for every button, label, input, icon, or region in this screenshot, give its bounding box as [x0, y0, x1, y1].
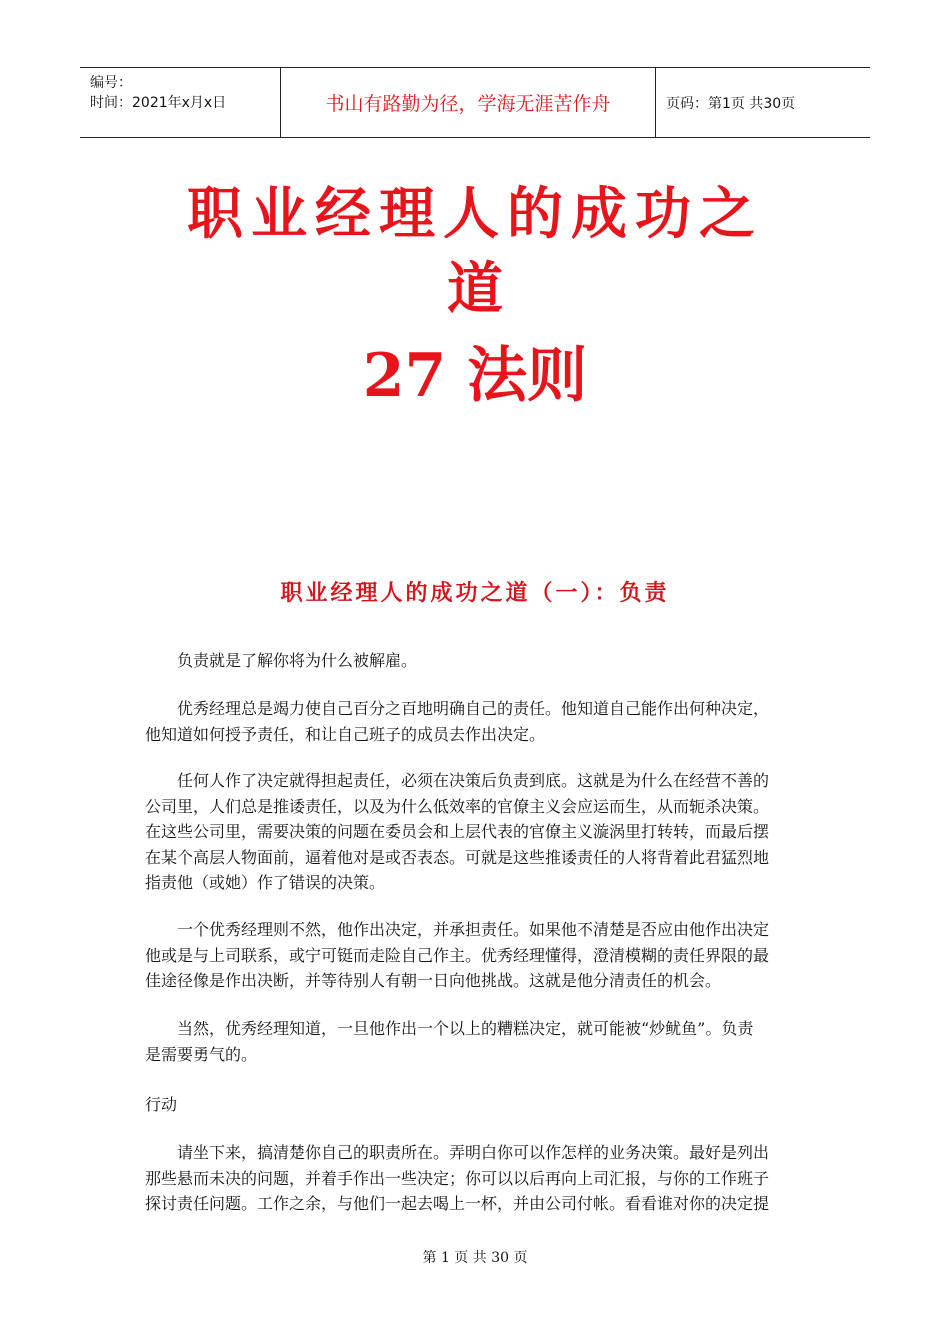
text-line: 在这些公司里，需要决策的问题在委员会和上层代表的官僚主义漩涡里打转转，而最后摆	[145, 822, 770, 841]
paragraph-3	[145, 768, 810, 896]
paragraph-1	[145, 648, 810, 674]
document-title-line-3: 27 法则	[362, 341, 588, 411]
page-footer: 第 1 页 共 30 页	[422, 1250, 528, 1266]
text-line: 公司里，人们总是推诿责任，以及为什么低效率的官僚主义会应运而生，从而轭杀决策。	[145, 796, 770, 816]
text-line: 是需要勇气的。	[145, 1044, 258, 1064]
text-line: 佳途径像是作出决断，并等待别人有朝一日向他挑战。这就是他分清责任的机会。	[145, 971, 722, 990]
text-line: 当然，优秀经理知道，一旦他作出一个以上的糟糕决定，就可能被“炒鱿鱼”。负责	[177, 1019, 754, 1038]
text-line: 那些悬而未决的问题，并着手作出一些决定；你可以以后再向上司汇报，与你的工作班子	[145, 1168, 770, 1188]
text-line: 一个优秀经理则不然，他作出决定，并承担责任。如果他不清楚是否应由他作出决定	[177, 920, 770, 939]
text-line: 请坐下来，搞清楚你自己的职责所在。弄明白你可以作怎样的业务决策。最好是列出	[177, 1143, 770, 1162]
text-line: 在某个高层人物面前，逼着他对是或否表态。可就是这些推诿责任的人将背着此君猛烈地	[145, 847, 770, 867]
document-title-line-2: 道	[447, 256, 503, 322]
text-line: 负责就是了解你将为什么被解雇。	[177, 651, 418, 670]
text-line: 探讨责任问题。工作之余，与他们一起去喝上一杯，并由公司付帐。看看谁对你的决定提	[145, 1194, 770, 1213]
text-line: 优秀经理总是竭力使自己百分之百地明确自己的责任。他知道自己能作出何种决定，	[177, 699, 770, 718]
motto: 书山有路勤为径，学海无涯苦作舟	[280, 68, 656, 137]
paragraph-2	[145, 696, 810, 747]
document-title-line-1: 职业经理人的成功之	[187, 181, 763, 247]
header-table	[80, 67, 870, 138]
section-heading: 职业经理人的成功之道（一）：负责	[280, 580, 670, 606]
text-line: 指责他（或她）作了错误的决策。	[145, 873, 386, 892]
date-label: 时间：2021年x月x日	[90, 95, 227, 111]
number-label: 编号：	[90, 75, 132, 91]
text-line: 他知道如何授予责任，和让自己班子的成员去作出决定。	[145, 724, 546, 744]
text-line: 行动	[145, 1095, 178, 1114]
paragraph-6	[145, 1092, 810, 1118]
paragraph-4	[145, 917, 810, 994]
page-info: 页码：第1页 共30页	[666, 95, 796, 112]
paragraph-7	[145, 1140, 810, 1217]
text-line: 他或是与上司联系，或宁可铤而走险自己作主。优秀经理懂得，澄清模糊的责任界限的最	[145, 945, 770, 965]
text-line: 任何人作了决定就得担起责任，必须在决策后负责到底。这就是为什么在经营不善的	[177, 771, 770, 790]
paragraph-5	[145, 1016, 810, 1067]
header-left-cell	[80, 68, 280, 137]
